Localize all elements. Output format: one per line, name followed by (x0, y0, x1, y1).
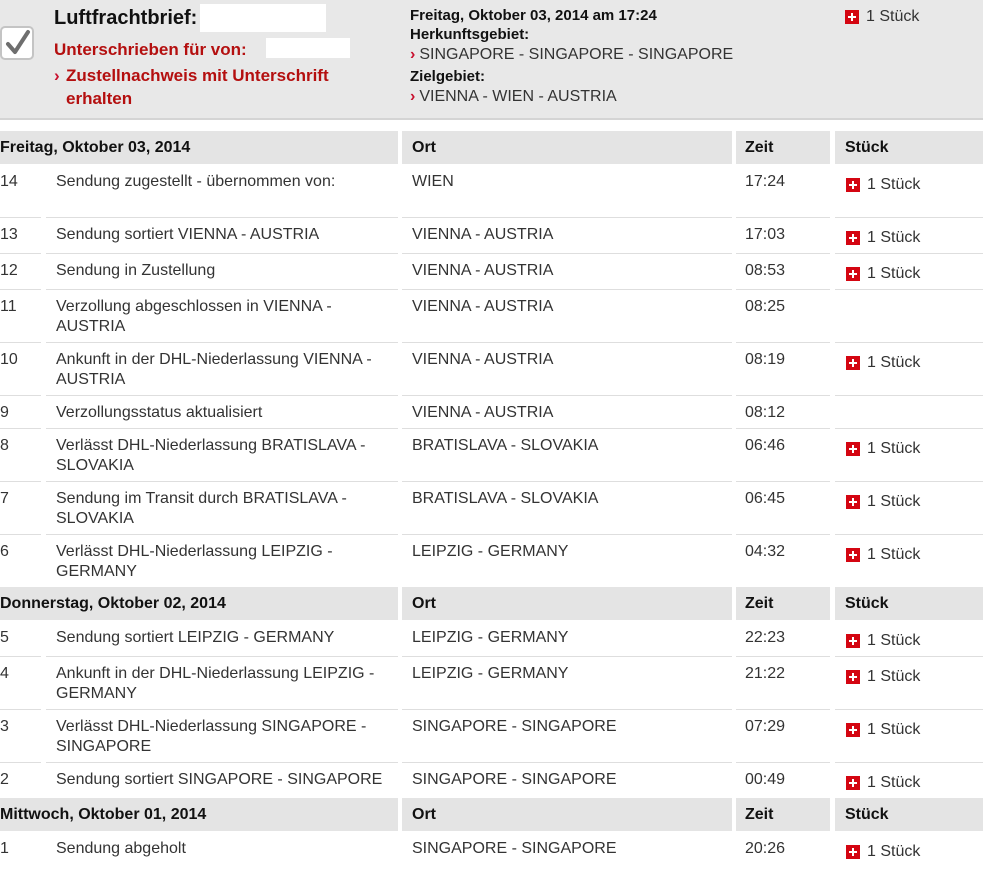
event-pieces-toggle[interactable]: 1 Stück (846, 175, 976, 195)
event-time: 17:24 (745, 173, 786, 190)
expand-plus-icon[interactable] (846, 845, 860, 859)
event-time: 08:53 (745, 262, 786, 279)
row-divider (736, 253, 830, 254)
row-divider (0, 253, 41, 254)
event-description: Ankunft in der DHL-Niederlassung LEIPZIG - GERMANY (56, 665, 375, 702)
event-number: 7 (0, 490, 9, 507)
row-divider (736, 534, 830, 535)
event-pieces-toggle[interactable]: 1 Stück (846, 492, 976, 512)
event-number: 5 (0, 629, 9, 646)
event-place: LEIPZIG - GERMANY (412, 665, 569, 682)
destination-value: › VIENNA - WIEN - AUSTRIA (410, 88, 617, 105)
event-place: VIENNA - AUSTRIA (412, 226, 554, 243)
row-divider (402, 217, 732, 218)
origin-label: Herkunftsgebiet: (410, 26, 530, 43)
event-place: SINGAPORE - SINGAPORE (412, 840, 617, 857)
event-time: 08:19 (745, 351, 786, 368)
row-divider (46, 395, 398, 396)
column-header-pieces: Stück (835, 587, 983, 620)
row-divider (402, 342, 732, 343)
row-divider (0, 762, 41, 763)
row-divider (835, 217, 983, 218)
event-time: 06:45 (745, 490, 786, 507)
row-divider (402, 428, 732, 429)
row-divider (835, 762, 983, 763)
event-time: 06:46 (745, 437, 786, 454)
event-description: Sendung zugestellt - übernommen von: (56, 173, 336, 190)
event-number: 11 (0, 298, 17, 315)
event-pieces-toggle[interactable]: 1 Stück (846, 264, 976, 284)
row-divider (835, 395, 983, 396)
expand-plus-icon[interactable] (846, 548, 860, 562)
column-header-place: Ort (402, 587, 732, 620)
column-header-place: Ort (402, 131, 732, 164)
row-divider (835, 709, 983, 710)
row-divider (835, 342, 983, 343)
expand-plus-icon[interactable] (846, 356, 860, 370)
row-divider (835, 534, 983, 535)
row-divider (835, 428, 983, 429)
row-divider (0, 656, 41, 657)
event-time: 08:12 (745, 404, 786, 421)
expand-plus-icon[interactable] (846, 634, 860, 648)
event-description: Ankunft in der DHL-Niederlassung VIENNA - AUSTRIA (56, 351, 372, 388)
column-header-place: Ort (402, 798, 732, 831)
expand-plus-icon[interactable] (846, 776, 860, 790)
event-time: 20:26 (745, 840, 786, 857)
signed-for-label: Unterschrieben für von: (54, 40, 247, 59)
chevron-right-icon: › (410, 46, 416, 63)
event-pieces-toggle[interactable]: 1 Stück (846, 773, 976, 793)
row-divider (46, 762, 398, 763)
column-header-time: Zeit (736, 798, 830, 831)
day-header-date: Freitag, Oktober 03, 2014 (0, 131, 398, 164)
event-number: 1 (0, 840, 9, 857)
event-place: VIENNA - AUSTRIA (412, 298, 554, 315)
expand-plus-icon[interactable] (846, 231, 860, 245)
event-number: 8 (0, 437, 9, 454)
event-description: Verzollung abgeschlossen in VIENNA - AUSTRIA (56, 298, 332, 335)
row-divider (402, 762, 732, 763)
event-pieces-toggle[interactable]: 1 Stück (846, 720, 976, 740)
row-divider (0, 217, 41, 218)
event-description: Verlässt DHL-Niederlassung SINGAPORE - SINGAPORE (56, 718, 367, 755)
column-header-time: Zeit (736, 131, 830, 164)
expand-plus-icon[interactable] (846, 178, 860, 192)
row-divider (46, 428, 398, 429)
event-pieces-toggle[interactable]: 1 Stück (846, 667, 976, 687)
row-divider (0, 534, 41, 535)
event-description: Verlässt DHL-Niederlassung BRATISLAVA - SLOVAKIA (56, 437, 366, 474)
event-place: LEIPZIG - GERMANY (412, 543, 569, 560)
row-divider (736, 762, 830, 763)
row-divider (736, 395, 830, 396)
row-divider (736, 656, 830, 657)
row-divider (736, 289, 830, 290)
event-description: Sendung sortiert LEIPZIG - GERMANY (56, 629, 335, 646)
row-divider (402, 656, 732, 657)
row-divider (46, 481, 398, 482)
row-divider (402, 481, 732, 482)
expand-plus-icon[interactable] (846, 670, 860, 684)
proof-of-delivery-label: Zustellnachweis mit Unterschrift erhalten (66, 66, 329, 108)
row-divider (46, 342, 398, 343)
awb-label: Luftfrachtbrief: (54, 7, 198, 29)
event-pieces-toggle[interactable]: 1 Stück (846, 631, 976, 651)
event-pieces-toggle[interactable]: 1 Stück (846, 842, 976, 862)
row-divider (46, 709, 398, 710)
event-pieces-toggle[interactable]: 1 Stück (846, 228, 976, 248)
event-time: 04:32 (745, 543, 786, 560)
origin-value: › SINGAPORE - SINGAPORE - SINGAPORE (410, 46, 734, 63)
column-header-pieces: Stück (835, 131, 983, 164)
column-header-pieces: Stück (835, 798, 983, 831)
event-place: WIEN (412, 173, 454, 190)
row-divider (402, 395, 732, 396)
row-divider (736, 217, 830, 218)
row-divider (0, 481, 41, 482)
row-divider (0, 289, 41, 290)
row-divider (46, 253, 398, 254)
row-divider (402, 253, 732, 254)
event-place: VIENNA - AUSTRIA (412, 351, 554, 368)
event-description: Sendung abgeholt (56, 840, 186, 857)
delivery-date: Freitag, Oktober 03, 2014 am 17:24 (410, 7, 657, 24)
event-place: VIENNA - AUSTRIA (412, 404, 554, 421)
row-divider (736, 481, 830, 482)
event-description: Sendung sortiert SINGAPORE - SINGAPORE (56, 771, 383, 788)
event-time: 17:03 (745, 226, 786, 243)
event-place: LEIPZIG - GERMANY (412, 629, 569, 646)
event-number: 12 (0, 262, 18, 279)
event-pieces-toggle[interactable]: 1 Stück (846, 353, 976, 373)
event-description: Sendung im Transit durch BRATISLAVA - SLOVAKIA (56, 490, 347, 527)
event-number: 6 (0, 543, 9, 560)
event-number: 9 (0, 404, 9, 421)
row-divider (46, 534, 398, 535)
event-place: SINGAPORE - SINGAPORE (412, 718, 617, 735)
row-divider (835, 481, 983, 482)
event-number: 10 (0, 351, 18, 368)
chevron-right-icon: › (410, 88, 416, 105)
row-divider (46, 289, 398, 290)
destination-label: Zielgebiet: (410, 68, 486, 85)
event-number: 14 (0, 173, 18, 190)
day-header-date: Mittwoch, Oktober 01, 2014 (0, 798, 398, 831)
event-number: 2 (0, 771, 9, 788)
event-time: 08:25 (745, 298, 786, 315)
event-number: 3 (0, 718, 9, 735)
row-divider (0, 428, 41, 429)
row-divider (835, 253, 983, 254)
event-time: 07:29 (745, 718, 786, 735)
expand-plus-icon[interactable] (846, 723, 860, 737)
row-divider (0, 342, 41, 343)
row-divider (835, 656, 983, 657)
event-description: Sendung sortiert VIENNA - AUSTRIA (56, 226, 320, 243)
chevron-right-icon: › (54, 66, 60, 85)
row-divider (0, 709, 41, 710)
event-place: SINGAPORE - SINGAPORE (412, 771, 617, 788)
event-pieces-toggle[interactable]: 1 Stück (846, 545, 976, 565)
row-divider (46, 217, 398, 218)
event-description: Verlässt DHL-Niederlassung LEIPZIG - GERMANY (56, 543, 333, 580)
row-divider (402, 709, 732, 710)
row-divider (736, 428, 830, 429)
row-divider (402, 289, 732, 290)
event-pieces-toggle[interactable]: 1 Stück (846, 439, 976, 459)
row-divider (402, 534, 732, 535)
event-time: 22:23 (745, 629, 786, 646)
row-divider (736, 709, 830, 710)
expand-plus-icon[interactable] (846, 495, 860, 509)
event-place: BRATISLAVA - SLOVAKIA (412, 437, 599, 454)
event-number: 13 (0, 226, 18, 243)
day-header-date: Donnerstag, Oktober 02, 2014 (0, 587, 398, 620)
row-divider (736, 342, 830, 343)
expand-plus-icon[interactable] (846, 442, 860, 456)
row-divider (835, 289, 983, 290)
expand-plus-icon[interactable] (846, 267, 860, 281)
event-description: Sendung in Zustellung (56, 262, 216, 279)
event-description: Verzollungsstatus aktualisiert (56, 404, 263, 421)
event-number: 4 (0, 665, 9, 682)
event-time: 00:49 (745, 771, 786, 788)
row-divider (46, 656, 398, 657)
event-place: BRATISLAVA - SLOVAKIA (412, 490, 599, 507)
event-place: VIENNA - AUSTRIA (412, 262, 554, 279)
event-time: 21:22 (745, 665, 786, 682)
pieces-label: 1 Stück (866, 8, 920, 25)
column-header-time: Zeit (736, 587, 830, 620)
row-divider (0, 395, 41, 396)
